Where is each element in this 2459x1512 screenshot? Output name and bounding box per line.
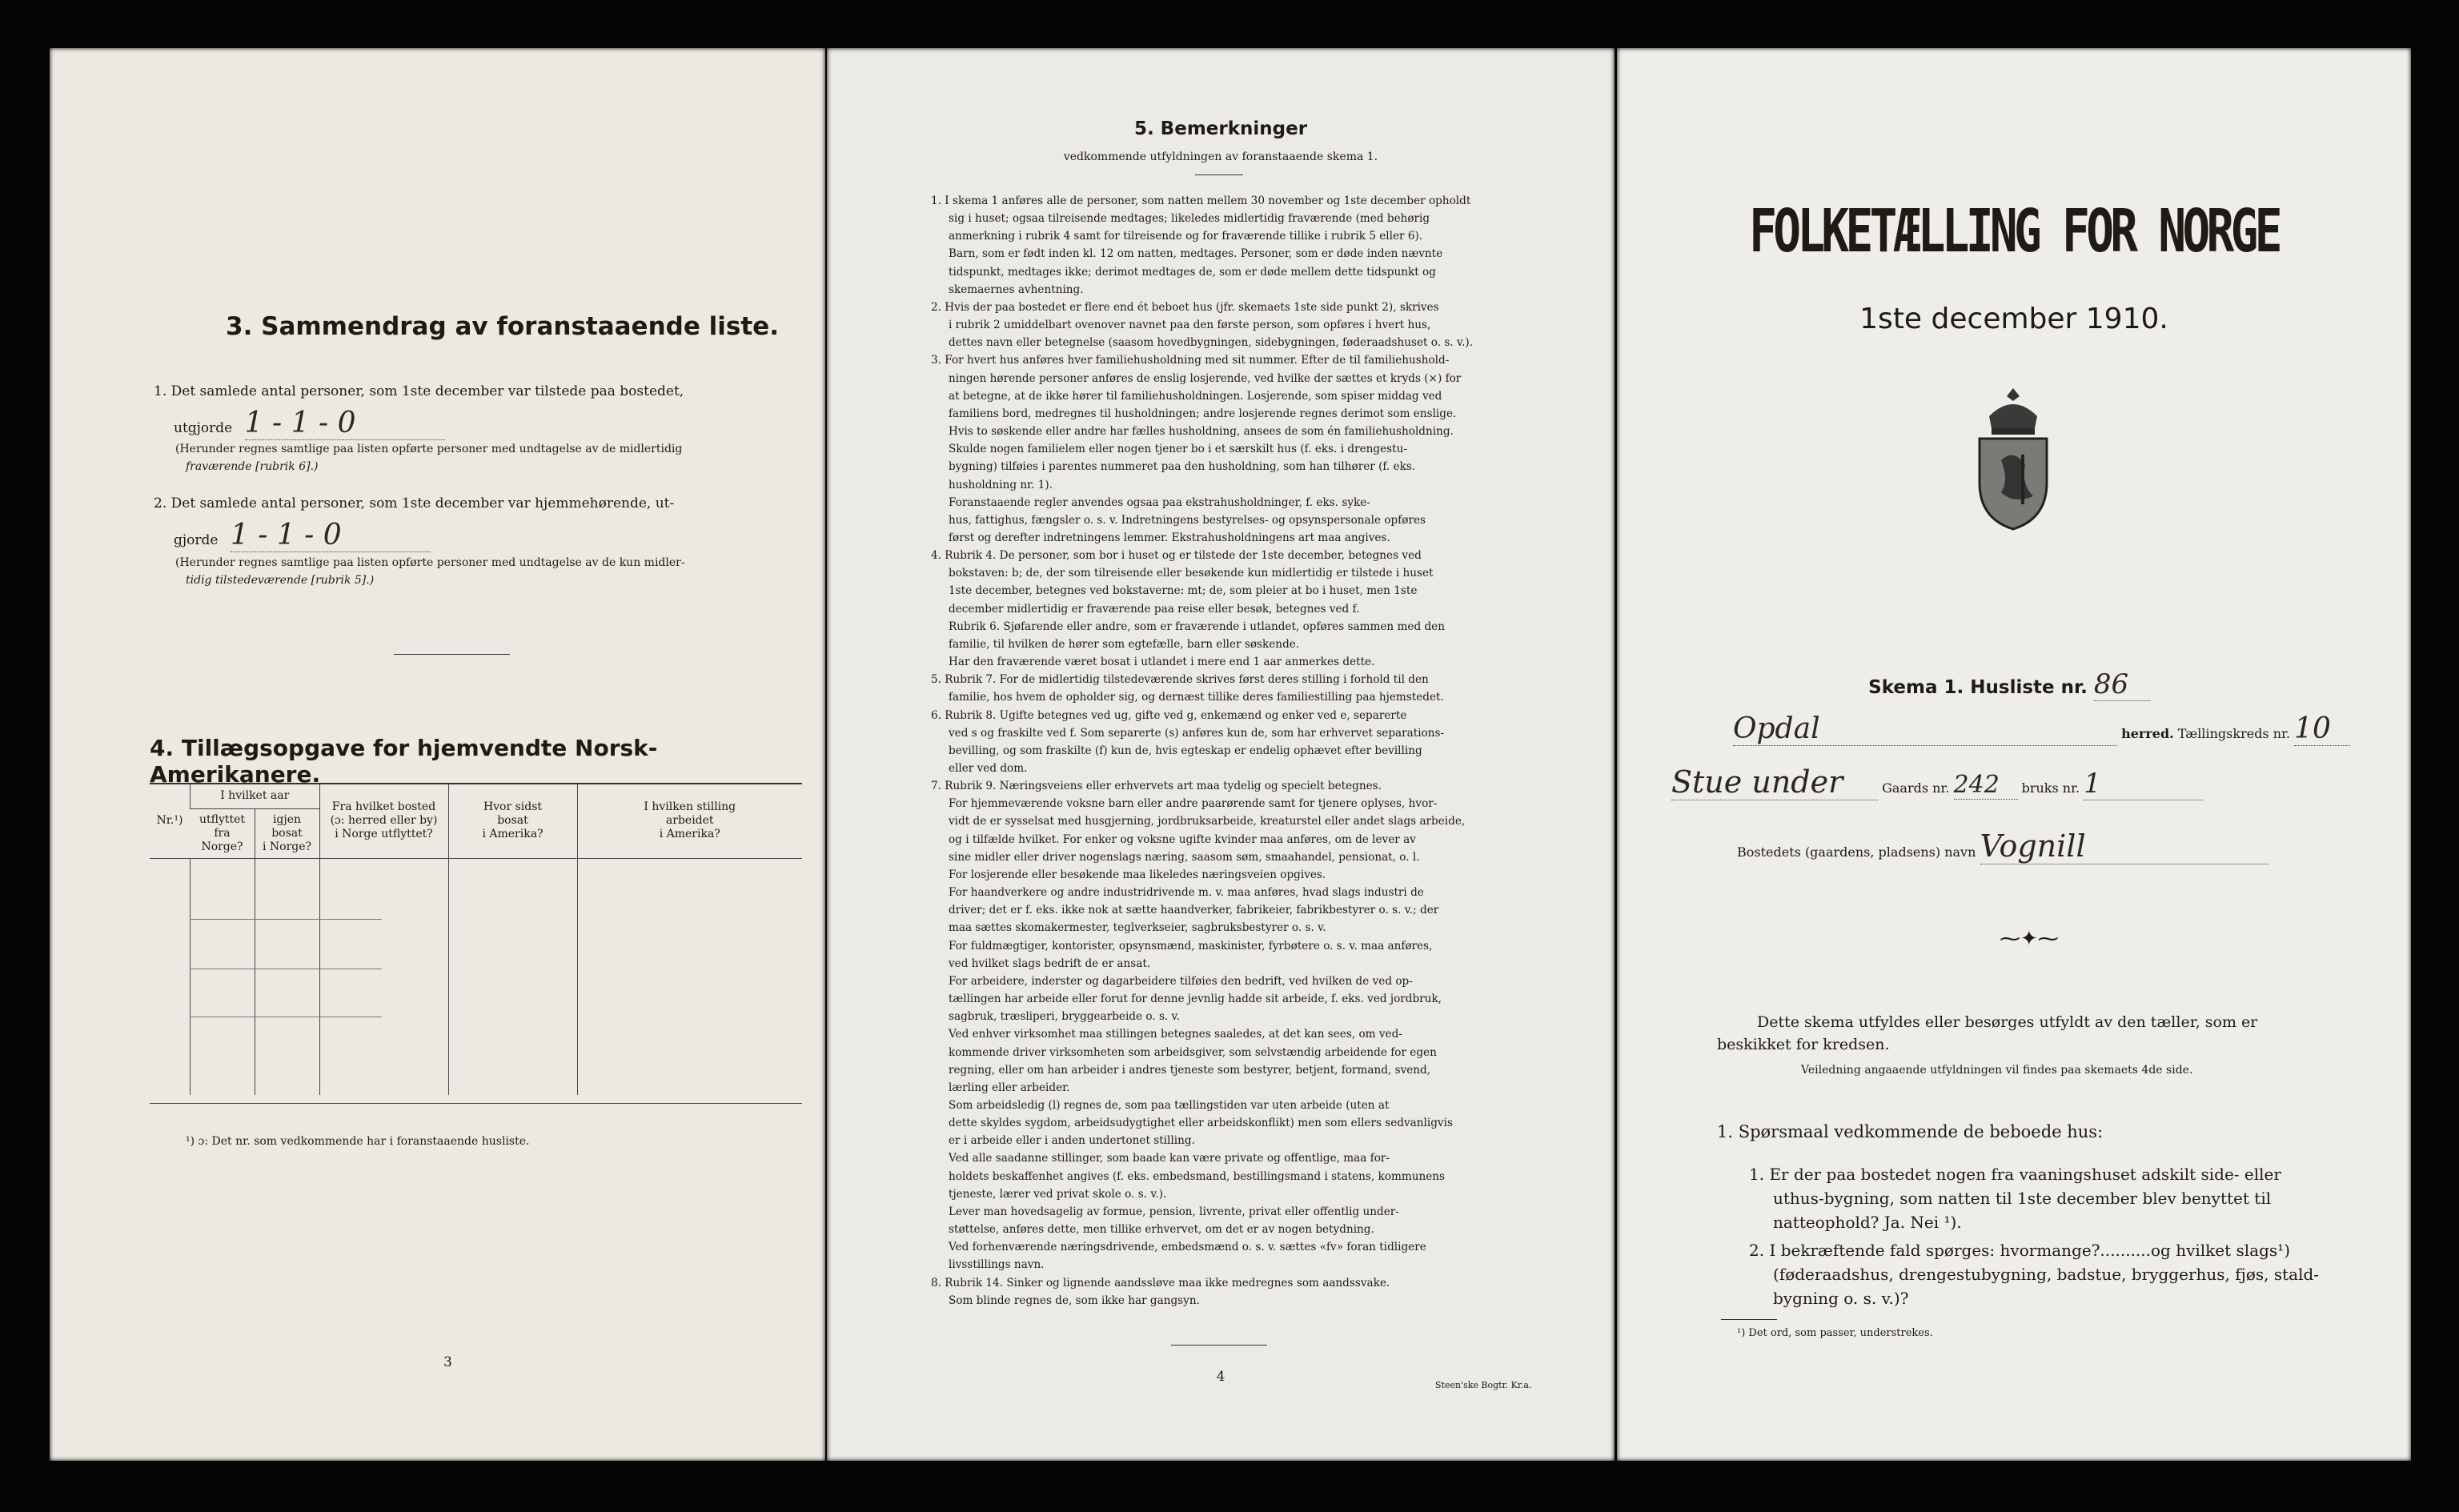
remark-line: ved s og fraskilte ved f. Som separerte (s) anføres kun de, som har erhvervet separations- — [949, 726, 1445, 740]
norsk-amerikanere-table — [150, 784, 802, 1095]
remark-line: december midlertidig er fraværende paa reise eller besøk, betegnes ved f. — [949, 602, 1360, 616]
remark-line: familie, hos hvem de opholder sig, og dernæst tillike deres familiestilling paa hjemstedet. — [949, 691, 1444, 704]
remark-line: hus, fattighus, fængsler o. s. v. Indretningens bestyrelses- og opsynspersonale opføres — [949, 513, 1426, 527]
remark-line: Hvis to søskende eller andre har fælles husholdning, ansees de som én familiehusholdning. — [949, 425, 1454, 439]
skema-line: Skema 1. Husliste nr. 86 — [1868, 668, 2150, 701]
remark-line: familie, til hvilken de hører som egtefælle, barn eller søskende. — [949, 637, 1300, 651]
col-igjen: igjen bosat i Norge? — [255, 808, 319, 858]
remark-line: i rubrik 2 umiddelbart ovenover navnet paa den første person, som opføres i hvert hus, — [949, 319, 1431, 332]
bosted-value: Vognill — [1980, 828, 2268, 864]
remark-line: tidspunkt, medtages ikke; derimot medtages de, som er døde mellem dette tidspunkt og — [949, 265, 1436, 279]
remark-line: holdets beskaffenhet angives (f. eks. embedsmand, bestillingsmand i statens, kommunens — [949, 1169, 1446, 1183]
remark-line: Ved forhenværende næringsdrivende, embedsmænd o. s. v. sættes «fv» foran tidligere — [949, 1241, 1426, 1254]
item1-prefix: utgjorde — [174, 420, 233, 436]
section-3-title: 3. Sammendrag av foranstaaende liste. — [226, 312, 779, 341]
remark-line: 7. Rubrik 9. Næringsveiens eller erhvervets art maa tydelig og specielt betegnes. — [931, 780, 1382, 793]
remark-line: tjeneste, lærer ved privat skole o. s. v.). — [949, 1187, 1167, 1201]
remark-line: sagbruk, træsliperi, bryggearbeide o. s. v. — [949, 1010, 1180, 1024]
remark-line: tællingen har arbeide eller forut for denne jevnlig hadde sit arbeide, f. eks. ved jordbruk, — [949, 993, 1442, 1006]
remark-line: først og derefter indretningens lemmer. Ekstrahusholdningens art maa angives. — [949, 531, 1390, 544]
item2-line1: 2. Det samlede antal personer, som 1ste december var hjemmehørende, ut- — [154, 495, 675, 511]
section-4-title: 4. Tillægsopgave for hjemvendte Norsk-Amerikanere. — [150, 735, 658, 788]
remark-line: eller ved dom. — [949, 762, 1028, 775]
remark-line: 5. Rubrik 7. For de midlertidig tilstedeværende skrives først deres stilling i forhold til den — [931, 673, 1429, 687]
col-group-aar: I hvilket aar — [191, 784, 320, 808]
printer-mark: Steen'ske Bogtr. Kr.a. — [1435, 1380, 1532, 1390]
item1-line1: 1. Det samlede antal personer, som 1ste december var tilstede paa bostedet, — [154, 383, 684, 399]
remark-line: sine midler eller driver nogenslags næring, saasom søm, smaahandel, pensionat, o. l. — [949, 850, 1420, 864]
remark-line: Ved enhver virksomhet maa stillingen betegnes saaledes, at det kan sees, om ved- — [949, 1028, 1402, 1041]
remark-line: ningen hørende personer anføres de enslig losjerende, ved hvilke der sættes et kryds (×) for — [949, 371, 1462, 385]
remark-line: Ved alle saadanne stillinger, som baade kan være private og offentlige, maa for- — [949, 1152, 1390, 1165]
remark-line: For hjemmeværende voksne barn eller andre paarørende samt for tjenere oplyses, hvor- — [949, 797, 1438, 811]
page-number: 3 — [443, 1354, 452, 1370]
coat-of-arms-icon — [1965, 384, 2061, 532]
item1-note2: fraværende [rubrik 6].) — [186, 460, 319, 473]
remark-line: kommende driver virksomheten som arbeidsgiver, som selvstændig arbeidende for egen — [949, 1045, 1437, 1059]
bruks-value: 1 — [2084, 768, 2204, 800]
remark-line: dettes navn eller betegnelse (saasom hovedbygningen, sidebygningen, føderaadshuset o. s. v.). — [949, 336, 1474, 350]
intro-text: Dette skema utfyldes eller besørges utfyldt av den tæller, som er beskikket for kredsen. Veiledning angaaende utfyldningen vil findes paa skemaets 4de side. — [1717, 1013, 2258, 1077]
remark-line: bevilling, og som fraskilte (f) kun de, hvis egteskap er endelig ophævet efter bevilling — [949, 744, 1422, 757]
question-header: 1. Spørsmaal vedkommende de beboede hus: — [1717, 1122, 2104, 1141]
kreds-value: 10 — [2294, 712, 2350, 746]
remark-line: 3. For hvert hus anføres hver familiehusholdning med sit nummer. Efter de til familiehushold- — [931, 354, 1450, 367]
gaard-name: Stue under — [1671, 764, 1878, 800]
remark-line: driver; det er f. eks. ikke nok at sætte haandverker, fabrikeier, fabrikbestyrer o. s. v.; der — [949, 904, 1439, 917]
question-2: 2. I bekræftende fald spørges: hvormange?..........og hvilket slags¹) (føderaadshus, drengestubygning, badstue, bryggerhus, fjøs, stald- bygning o. s. v.)? — [1749, 1241, 2320, 1308]
remark-line: Foranstaaende regler anvendes ogsaa paa ekstrahusholdninger, f. eks. syke- — [949, 495, 1370, 509]
remark-line: maa sættes skomakermester, teglverkseier, sagbruksbestyrer o. s. v. — [949, 921, 1326, 935]
page-right — [1617, 48, 2411, 1461]
question-1: 1. Er der paa bostedet nogen fra vaaningshuset adskilt side- eller uthus-bygning, som natten til 1ste december blev benyttet til natteophold? Ja. Nei ¹). — [1749, 1165, 2281, 1232]
gaard-line: Stue under Gaards nr. 242 bruks nr. 1 — [1671, 764, 2376, 800]
remark-line: 1. I skema 1 anføres alle de personer, som natten mellem 30 november og 1ste december opholdt — [931, 195, 1471, 207]
census-date: 1ste december 1910. — [1859, 303, 2168, 335]
col-nr: Nr.¹) — [156, 814, 183, 828]
footnote: ¹) ɔ: Det nr. som vedkommende har i foranstaaende husliste. — [186, 1135, 530, 1148]
remark-line: 2. Hvis der paa bostedet er flere end ét beboet hus (jfr. skemaets 1ste side punkt 2), skrives — [931, 300, 1439, 314]
item2-note2: tidig tilstedeværende [rubrik 5].) — [186, 574, 375, 587]
gaards-value: 242 — [1954, 771, 2018, 800]
page-number: 4 — [1216, 1369, 1225, 1385]
col-stilling: I hvilken stilling arbeidet i Amerika? — [577, 784, 802, 858]
item2-value: 1 - 1 - 0 — [231, 519, 431, 552]
remark-line: For fuldmægtiger, kontorister, opsynsmænd, maskinister, fyrbøtere o. s. v. maa anføres, — [949, 939, 1433, 953]
page-middle — [827, 48, 1615, 1461]
remark-line: dette skyldes sygdom, arbeidsudygtighet eller arbeidskonflikt) men som ellers sedvanligvis — [949, 1117, 1453, 1130]
page-left — [50, 48, 825, 1461]
ornament-icon: ⁓✦⁓ — [2000, 927, 2059, 951]
remark-line: bokstaven: b; de, der som tilreisende eller besøkende kun midlertidig er tilstede i huset — [949, 567, 1434, 580]
remark-line: og i tilfælde hvilket. For enker og voksne ugifte kvinder maa anføres, om de lever av — [949, 832, 1416, 846]
remarks-subtitle: vedkommende utfyldningen av foranstaaende skema 1. — [1063, 150, 1378, 163]
footnote: ¹) Det ord, som passer, understrekes. — [1737, 1327, 1933, 1339]
col-utflyttet: utflyttet fra Norge? — [199, 812, 246, 853]
col-sidst-bosat: Hvor sidst bosat i Amerika? — [448, 784, 577, 858]
remark-line: Skulde nogen familielem eller nogen tjener bo i et særskilt hus (f. eks. i drengestu- — [949, 443, 1407, 456]
remarks-text — [931, 192, 1551, 1309]
bosted-line: Bostedets (gaardens, pladsens) navn Vognill — [1737, 828, 2377, 864]
remark-line: vidt de er sysselsat med husgjerning, jordbruksarbeide, kreaturstel eller andet slags arbeide, — [949, 815, 1466, 828]
remark-line: anmerkning i rubrik 4 samt for tilreisende og for fraværende tillike i rubrik 5 eller 6). — [949, 230, 1423, 243]
main-title: FOLKETÆLLING FOR NORGE — [1749, 197, 2279, 266]
remark-line: 1ste december, betegnes ved bokstaverne: mt; de, som pleier at bo i huset, men 1ste — [949, 584, 1418, 598]
remark-line: For losjerende eller besøkende maa likeledes næringsveien opgives. — [949, 868, 1326, 881]
remark-line: regning, eller om han arbeider i andres tjeneste som bestyrer, betjent, formand, svend, — [949, 1063, 1431, 1077]
remark-line: er i arbeide eller i anden undertonet stilling. — [949, 1134, 1195, 1148]
remark-line: 8. Rubrik 14. Sinker og lignende aandssløve maa ikke medregnes som aandssvake. — [931, 1276, 1390, 1289]
remark-line: 6. Rubrik 8. Ugifte betegnes ved ug, gifte ved g, enkemænd og enker ved e, separerte — [931, 708, 1407, 722]
remark-line: ved hvilket slags bedrift de er ansat. — [949, 957, 1151, 970]
remark-line: skemaernes avhentning. — [949, 283, 1084, 296]
col-fra-bosted: Fra hvilket bosted (ɔ: herred eller by) i Norge utflyttet? — [319, 784, 448, 858]
remark-line: at betegne, at de ikke hører til familiehusholdningen. Losjerende, som spiser middag ved — [949, 389, 1442, 403]
remark-line: lærling eller arbeider. — [949, 1081, 1070, 1094]
remark-line: bygning) tilføies i parentes nummeret paa den husholdning, som han tilhører (f. eks. — [949, 460, 1416, 474]
remark-line: 4. Rubrik 4. De personer, som bor i huset og er tilstede der 1ste december, betegnes ved — [931, 549, 1422, 563]
remark-line: Rubrik 6. Sjøfarende eller andre, som er fraværende i utlandet, opføres sammen med den — [949, 620, 1445, 633]
remark-line: familiens bord, medregnes til husholdningen; andre losjerende regnes derimot som enslige. — [949, 407, 1457, 420]
herred-value: Opdal — [1733, 712, 2117, 746]
remarks-title: 5. Bemerkninger — [1133, 118, 1308, 139]
item1-value: 1 - 1 - 0 — [245, 407, 445, 440]
item1-note1: (Herunder regnes samtlige paa listen opførte personer med undtagelse av de midlertidig — [175, 443, 683, 455]
herred-line: Opdal herred. Tællingskreds nr. 10 — [1733, 712, 2373, 746]
remark-line: støttelse, anføres dette, men tillike erhvervet, om det er av nogen betydning. — [949, 1223, 1374, 1237]
remark-line: livsstillings navn. — [949, 1258, 1045, 1272]
husliste-nr: 86 — [2094, 668, 2150, 701]
item2-note1: (Herunder regnes samtlige paa listen opførte personer med undtagelse av de kun midler- — [175, 556, 685, 569]
remark-line: husholdning nr. 1). — [949, 478, 1053, 491]
remark-line: sig i huset; ogsaa tilreisende medtages; likeledes midlertidig fraværende (med behørig — [949, 212, 1430, 226]
remark-line: Lever man hovedsagelig av formue, pension, livrente, privat eller offentlig under- — [949, 1205, 1399, 1218]
table-body-row — [150, 859, 802, 1095]
remark-line: For arbeidere, inderster og dagarbeidere tilføies den bedrift, ved hvilken de ved op- — [949, 974, 1413, 988]
remark-line: Har den fraværende været bosat i utlandet i mere end 1 aar anmerkes dette. — [949, 656, 1375, 669]
item2-prefix: gjorde — [174, 532, 219, 548]
divider — [394, 654, 510, 655]
remark-line: Som blinde regnes de, som ikke har gangsyn. — [949, 1293, 1200, 1307]
remark-line: Som arbeidsledig (l) regnes de, som paa tællingstiden var uten arbeide (uten at — [949, 1098, 1390, 1112]
remark-line: For haandverkere og andre industridrivende m. v. maa anføres, hvad slags industri de — [949, 886, 1424, 900]
remark-line: Barn, som er født inden kl. 12 om natten, medtages. Personer, som er døde inden nævnte — [949, 247, 1443, 261]
